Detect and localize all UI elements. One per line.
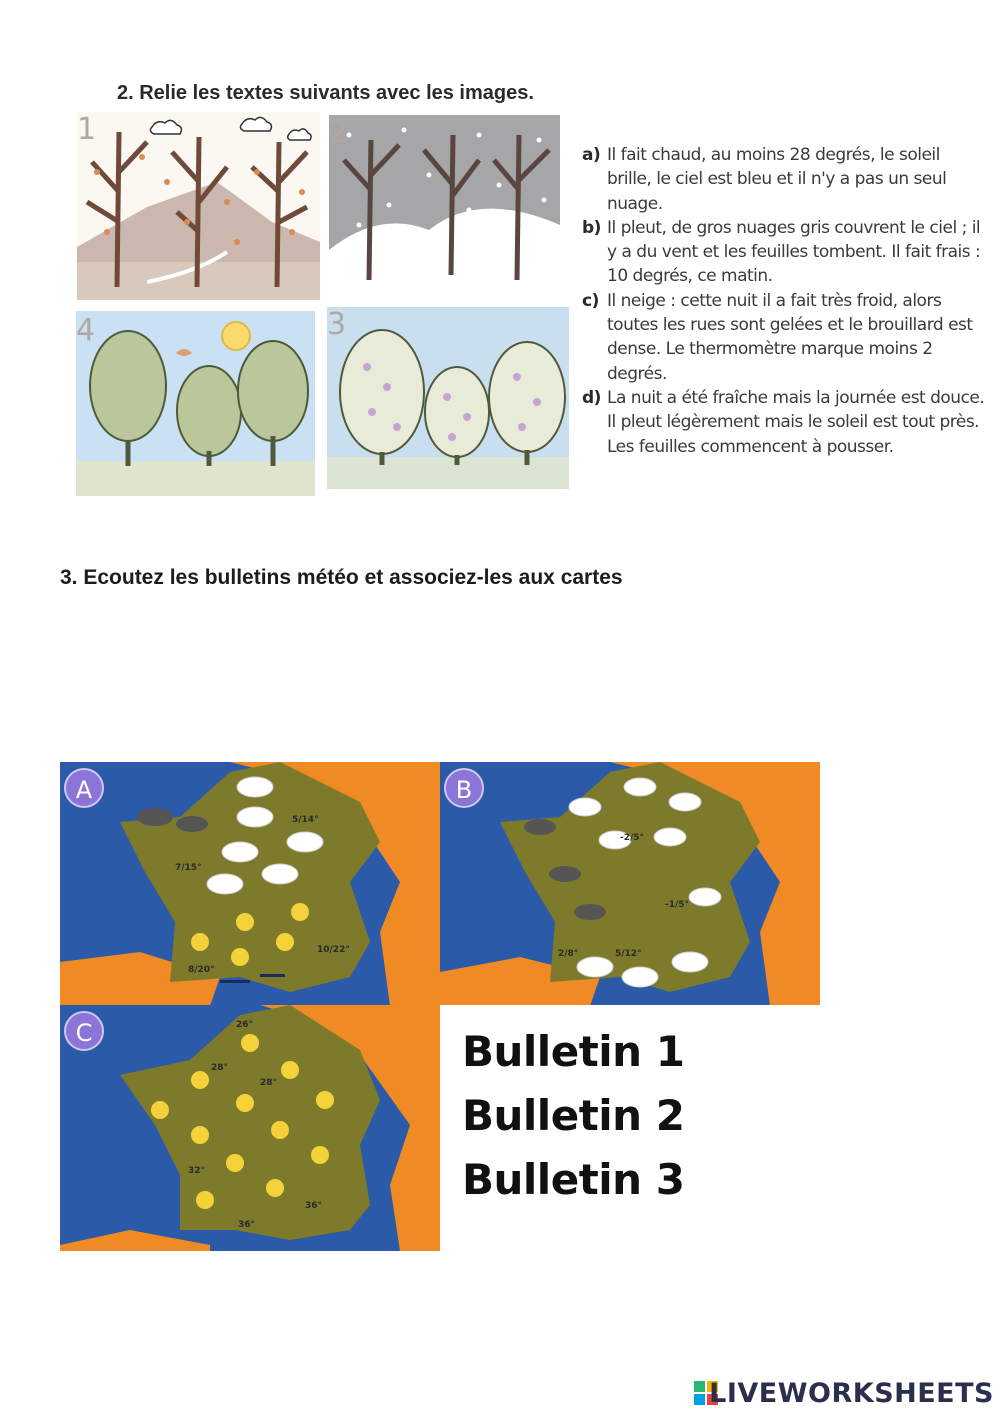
image-panel-summer bbox=[76, 311, 315, 496]
item-letter: c) bbox=[582, 290, 599, 311]
image-panel-autumn bbox=[77, 112, 320, 300]
map-temperature: 10/22° bbox=[317, 945, 350, 955]
bulletin-label: Bulletin 3 bbox=[462, 1155, 685, 1204]
item-text: Il neige : cette nuit il a fait très froid, alors toutes les rues sont gelées et le brouillard est dense. Le thermomètre marque moins 2 degrés. bbox=[607, 290, 973, 384]
map-label-badge: A bbox=[64, 768, 104, 808]
matching-texts bbox=[582, 143, 987, 459]
image-panel-spring bbox=[327, 307, 569, 489]
panel-number: 2 bbox=[329, 115, 349, 150]
panel-number: 4 bbox=[76, 313, 96, 348]
exercise-2-title: 2. Relie les textes suivants avec les images. bbox=[117, 82, 534, 104]
panel-number: 3 bbox=[327, 307, 347, 342]
bulletin-label: Bulletin 1 bbox=[462, 1027, 685, 1076]
map-label-badge: C bbox=[64, 1011, 104, 1051]
map-label-badge: B bbox=[444, 768, 484, 808]
map-temperature: 5/12° bbox=[615, 949, 642, 959]
map-temperature: 2/8° bbox=[558, 949, 579, 959]
france-map-a bbox=[60, 762, 440, 1006]
weather-map-a bbox=[60, 762, 440, 1006]
item-letter: d) bbox=[582, 387, 601, 408]
map-temperature: 26° bbox=[236, 1020, 254, 1030]
bulletin-label: Bulletin 2 bbox=[462, 1091, 685, 1140]
winter-illustration bbox=[329, 115, 560, 300]
liveworksheets-brand[interactable]: LIVEWORKSHEETS bbox=[709, 1378, 994, 1409]
weather-map-c bbox=[60, 1005, 440, 1251]
item-text: Il pleut, de gros nuages gris couvrent le ciel ; il y a du vent et les feuilles tombent. Il fait frais : 10 degrés, ce matin. bbox=[607, 217, 981, 287]
summer-illustration bbox=[76, 311, 315, 496]
item-letter: a) bbox=[582, 145, 601, 165]
france-map-b bbox=[440, 762, 820, 1006]
weather-map-b bbox=[440, 762, 820, 1006]
panel-number: 1 bbox=[77, 112, 97, 147]
map-temperature: 7/15° bbox=[175, 863, 202, 873]
bulletin-list bbox=[440, 1005, 820, 1251]
text-item-b bbox=[582, 216, 987, 289]
text-item-a bbox=[582, 143, 987, 216]
text-item-d bbox=[582, 386, 987, 459]
france-map-c bbox=[60, 1005, 440, 1251]
item-text: Il fait chaud, au moins 28 degrés, le soleil brille, le ciel est bleu et il n'y a pas un seul nuage. bbox=[607, 145, 947, 214]
map-temperature: 8/20° bbox=[188, 965, 215, 975]
autumn-illustration bbox=[77, 112, 320, 300]
spring-illustration bbox=[327, 307, 569, 489]
map-temperature: 28° bbox=[211, 1063, 229, 1073]
map-temperature: 36° bbox=[305, 1201, 323, 1211]
map-temperature: -2/5° bbox=[620, 833, 645, 843]
text-item-c bbox=[582, 289, 987, 386]
map-temperature: 28° bbox=[260, 1078, 278, 1088]
map-temperature: -1/5° bbox=[665, 900, 690, 910]
map-temperature: 5/14° bbox=[292, 815, 319, 825]
exercise-3-title: 3. Ecoutez les bulletins météo et associez-les aux cartes bbox=[60, 566, 623, 589]
item-letter: b) bbox=[582, 217, 601, 238]
map-temperature: 32° bbox=[188, 1166, 206, 1176]
item-text: La nuit a été fraîche mais la journée est douce. Il pleut légèrement mais le soleil est tout près. Les feuilles commencent à pousser. bbox=[607, 387, 985, 457]
map-temperature: 36° bbox=[238, 1220, 256, 1230]
image-panel-winter bbox=[329, 115, 560, 300]
